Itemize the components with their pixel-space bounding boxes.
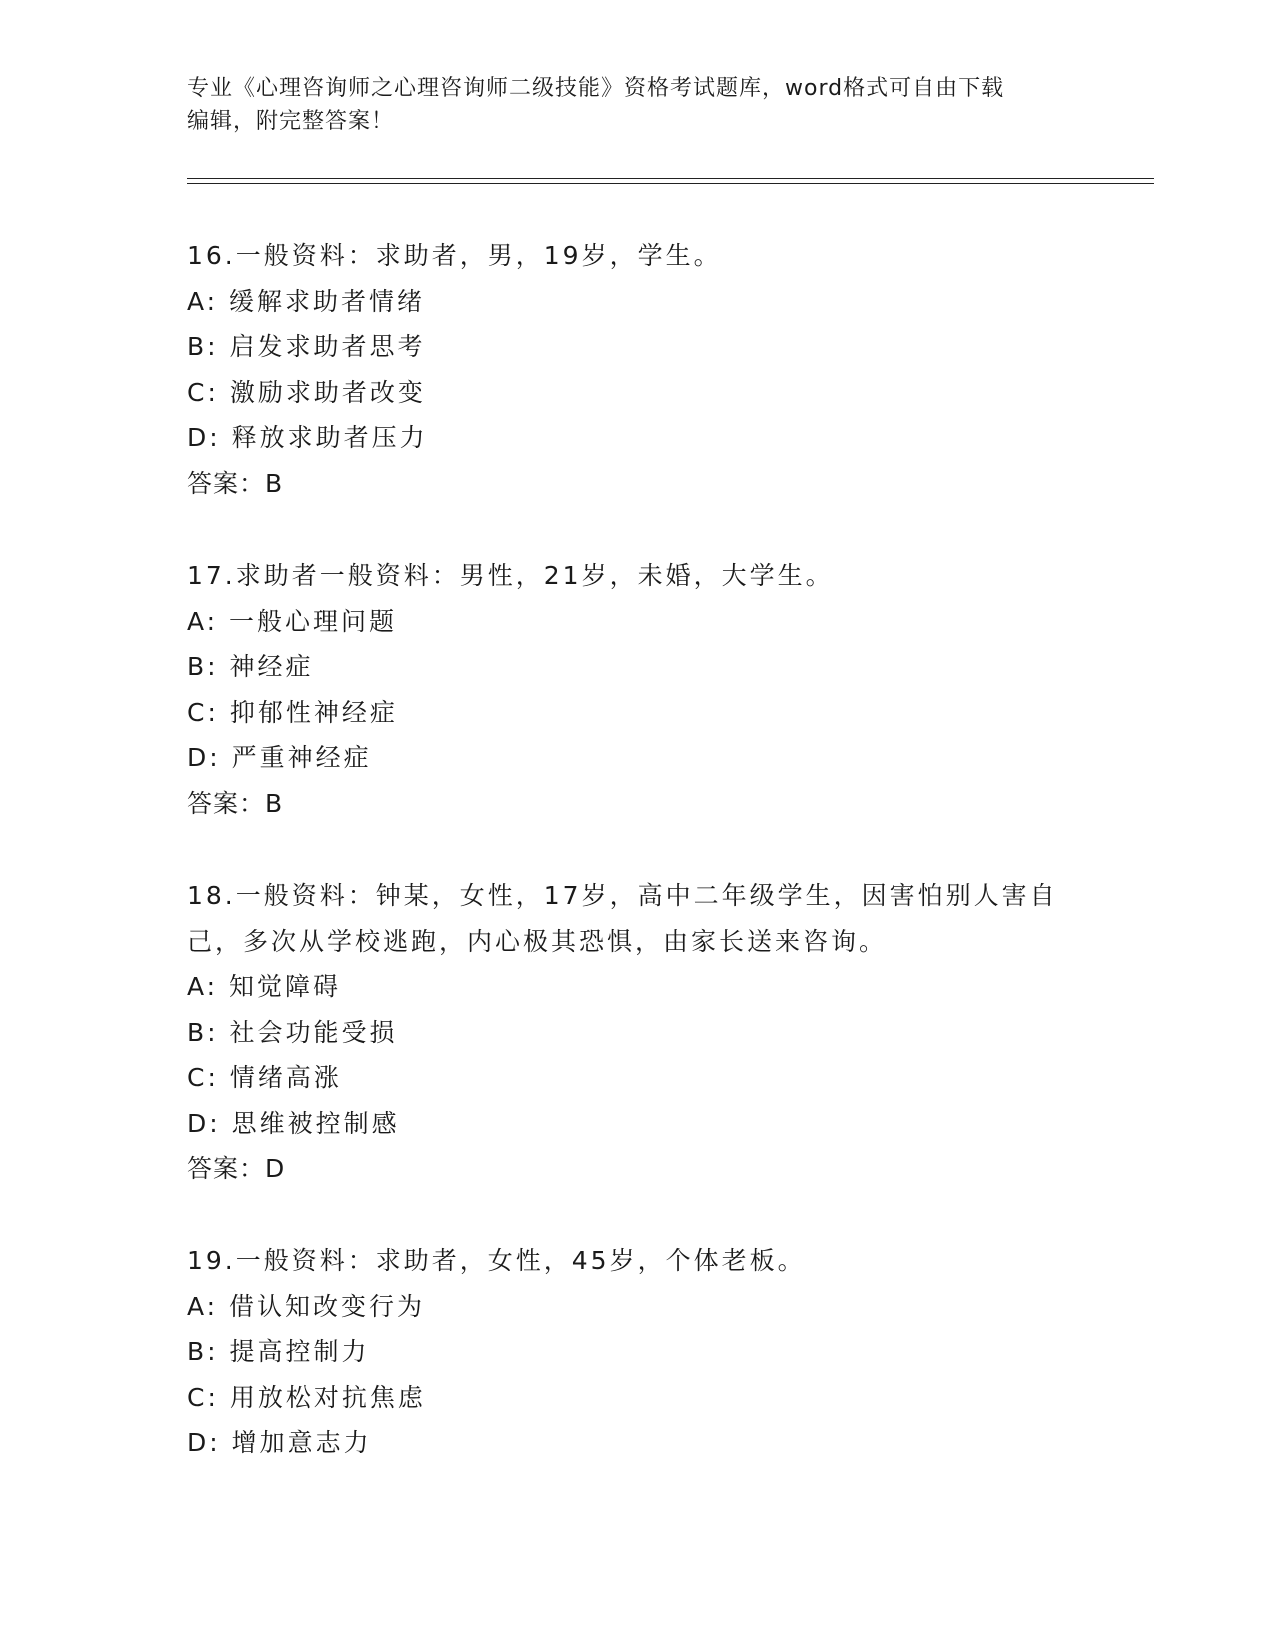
option-c: C: 情绪高涨 bbox=[187, 1063, 342, 1092]
option-b: B: 启发求助者思考 bbox=[187, 332, 426, 361]
question-stem: 19.一般资料：求助者，女性，45岁，个体老板。 bbox=[187, 1246, 806, 1275]
option-b: B: 提高控制力 bbox=[187, 1337, 370, 1366]
option-a: A: 借认知改变行为 bbox=[187, 1291, 426, 1321]
option-d: D: 释放求助者压力 bbox=[187, 423, 428, 452]
question-stem: 17.求助者一般资料：男性，21岁，未婚，大学生。 bbox=[187, 561, 834, 590]
option-a: A: 缓解求助者情绪 bbox=[187, 286, 426, 316]
header-line-2: 编辑，附完整答案！ bbox=[187, 109, 395, 134]
option-d: D: 增加意志力 bbox=[187, 1428, 372, 1457]
option-c: C: 用放松对抗焦虑 bbox=[187, 1382, 426, 1412]
option-a: A: 知觉障碍 bbox=[187, 972, 342, 1001]
option-b: B: 社会功能受损 bbox=[187, 1017, 398, 1047]
document-header bbox=[187, 72, 1067, 138]
option-a: A: 一般心理问题 bbox=[187, 606, 398, 636]
question-18 bbox=[187, 873, 1087, 1192]
option-c: C: 抑郁性神经症 bbox=[187, 697, 398, 727]
question-stem: 16.一般资料：求助者，男，19岁，学生。 bbox=[187, 241, 722, 270]
option-c: C: 激励求助者改变 bbox=[187, 377, 426, 407]
question-16 bbox=[187, 233, 1087, 506]
answer-label: 答案：B bbox=[187, 788, 284, 818]
question-19 bbox=[187, 1238, 1087, 1466]
option-d: D: 思维被控制感 bbox=[187, 1108, 400, 1138]
option-d: D: 严重神经症 bbox=[187, 743, 372, 772]
answer-label: 答案：B bbox=[187, 468, 284, 498]
option-b: B: 神经症 bbox=[187, 652, 314, 681]
header-divider bbox=[187, 178, 1154, 184]
answer-label: 答案：D bbox=[187, 1154, 286, 1183]
question-17 bbox=[187, 553, 1087, 826]
question-stem: 18.一般资料：钟某，女性，17岁，高中二年级学生，因害怕别人害自己，多次从学校逃跑，内心极其恐惧，由家长送来咨询。 bbox=[187, 881, 1058, 956]
header-line-1: 专业《心理咨询师之心理咨询师二级技能》资格考试题库，word格式可自由下载 bbox=[187, 76, 1005, 101]
